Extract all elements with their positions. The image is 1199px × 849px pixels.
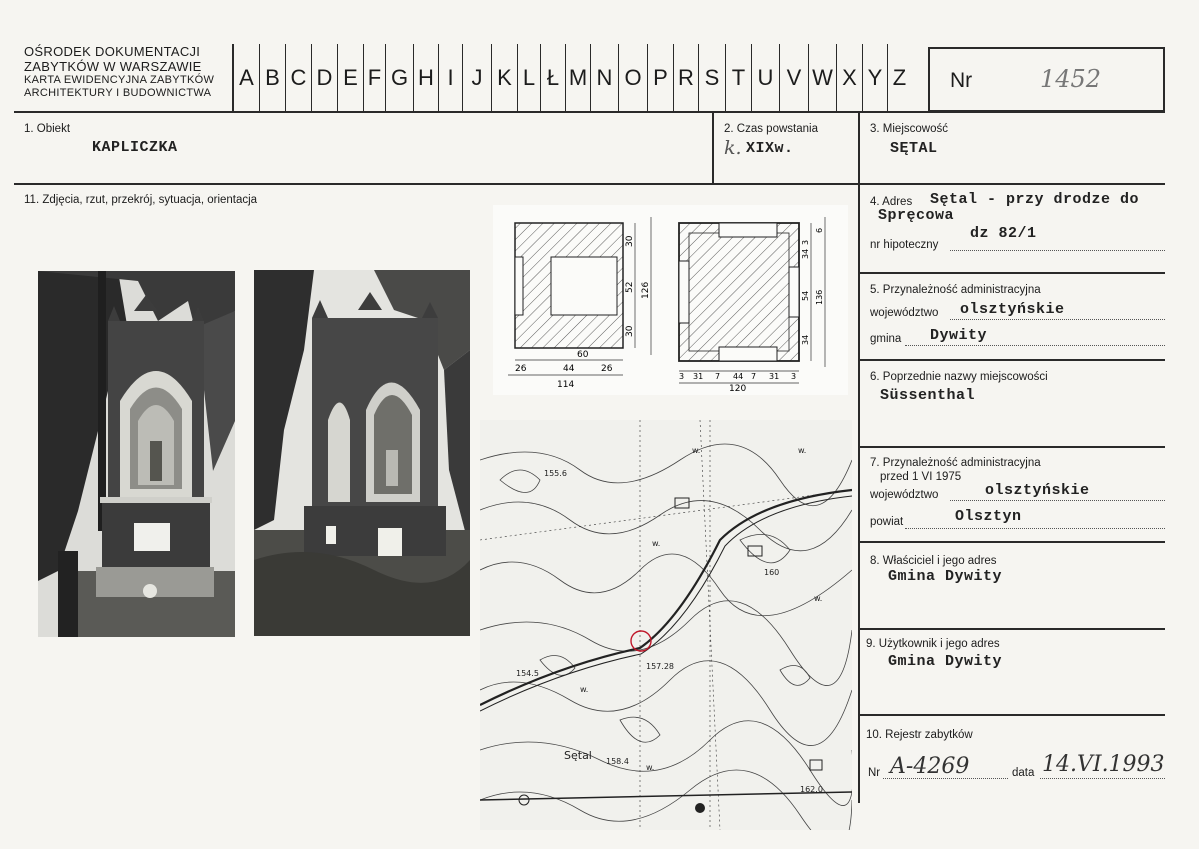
plan-dim: 7 [715,372,721,381]
dotted-line [950,250,1165,251]
map-label: 155.6 [544,469,567,478]
index-letter: R [673,44,698,111]
czas-label: 2. Czas powstania [724,123,818,135]
uzytkownik-value: Gmina Dywity [888,653,1003,670]
institution-block [24,44,214,100]
plan-dim: 3 [679,372,685,381]
plan-dim: 3 [801,239,810,245]
photo-chapel-front [38,271,235,637]
plan-dim: 30 [625,325,635,337]
divider [858,359,1165,361]
index-letter: M [565,44,590,111]
map-label: 154.5 [516,669,539,678]
nr-value: 1452 [1040,65,1102,93]
wojewodztwo-value: olsztyńskie [960,301,1065,318]
plan-dim: 44 [733,372,744,381]
plan-dim: 3 [791,372,797,381]
map-label: 162.0 [800,785,823,794]
map-image [480,420,852,830]
przynaleznosc75-label: 7. Przynależność administracyjna [870,457,1041,469]
dotted-line [950,319,1165,320]
institution-line: ARCHITEKTURY I BUDOWNICTWA [24,87,212,99]
index-letter: B [259,44,285,111]
map-label: w. [646,763,655,772]
institution-line: OŚRODEK DOKUMENTACJI [24,44,201,59]
nr-label: Nr [950,69,973,92]
data-label: data [1012,767,1035,779]
plan-dim: 54 [801,290,810,301]
plan-dim: 34 [801,248,810,259]
index-letter: T [725,44,751,111]
divider [858,628,1165,630]
poprzednie-label: 6. Poprzednie nazwy miejscowości [870,371,1048,383]
map-label: w. [652,539,661,548]
index-letter: J [462,44,491,111]
plan-dim: 31 [693,372,704,381]
index-letter: G [385,44,413,111]
czas-value: XIXw. [746,140,794,157]
index-letter: Y [862,44,887,111]
rejestr-label: 10. Rejestr zabytków [866,729,973,741]
map-label: w. [814,594,823,603]
miejscowosc-label: 3. Miejscowość [870,123,948,135]
index-letter: U [751,44,779,111]
index-letter: P [647,44,673,111]
plan-dim: 126 [641,281,651,299]
map-label: w. [798,446,807,455]
plan-dim: 30 [625,235,635,247]
data-value: 14.VI.1993 [1042,752,1165,777]
institution-line: ZABYTKÓW W WARSZAWIE [24,59,202,74]
divider [14,111,1165,113]
letter-index [232,44,911,111]
map-label: 157.28 [646,662,674,671]
index-letter: A [232,44,259,111]
index-letter: F [363,44,385,111]
obiekt-value: KAPLICZKA [92,139,178,156]
divider [858,446,1165,448]
poprzednie-value: Süssenthal [880,387,976,404]
adres-value-line3: dz 82/1 [970,225,1037,242]
dotted-line [905,345,1165,346]
hipoteczny-label: nr hipoteczny [870,239,939,251]
wlasciciel-value: Gmina Dywity [888,568,1003,585]
plan-dim: 136 [815,289,824,305]
przynaleznosc75-date: przed 1 VI 1975 [880,471,962,483]
plan-dim: 60 [577,350,589,360]
chapel-photo-image [254,270,470,636]
location-map [480,420,852,830]
uzytkownik-label: 9. Użytkownik i jego adres [866,638,1000,650]
divider [858,272,1165,274]
miejscowosc-value: SĘTAL [890,140,938,157]
plan-dim: 120 [729,384,747,394]
index-letter: Z [887,44,911,111]
index-letter: N [590,44,618,111]
map-label: w. [580,685,589,694]
wojewodztwo-label: województwo [870,307,939,319]
plan-dim: 114 [557,380,575,390]
plan-dim: 7 [751,372,757,381]
index-letter: E [337,44,363,111]
zdjecia-label: 11. Zdjęcia, rzut, przekrój, sytuacja, orientacja [24,194,258,206]
plan-dim: 26 [601,364,613,374]
plan-dim: 26 [515,364,527,374]
chapel-photo-image [38,271,235,637]
map-label: 160 [764,568,780,577]
index-letter: L [517,44,540,111]
wlasciciel-label: 8. Właściciel i jego adres [870,555,997,567]
gmina-label: gmina [870,333,902,345]
number-box [928,47,1165,112]
index-letter: I [438,44,462,111]
index-letter: O [618,44,647,111]
adres-value-line1: Sętal - przy drodze do [930,191,1140,208]
index-letter: Ł [540,44,565,111]
index-letter: V [779,44,808,111]
powiat-label: powiat [870,516,904,528]
plan-dim: 31 [769,372,780,381]
adres-label: 4. Adres [870,196,913,208]
dotted-line [1040,778,1165,779]
adres-value-line2: Spręcowa [878,207,955,224]
floor-plans [493,205,848,395]
rejestr-nr-label: Nr [868,767,881,779]
wojewodztwo75-label: województwo [870,489,939,501]
wojewodztwo75-value: olsztyńskie [985,482,1090,499]
map-label: w. [692,446,701,455]
map-label: 158.4 [606,757,629,766]
index-letter: H [413,44,438,111]
czas-prefix: k. [724,137,742,159]
rejestr-nr-value: A-4269 [890,754,970,779]
index-letter: W [808,44,836,111]
dotted-line [950,500,1165,501]
map-label: Sętal [564,749,592,762]
plan-drawing [493,205,848,395]
divider [14,183,1165,185]
divider [712,111,714,184]
obiekt-label: 1. Obiekt [24,123,71,135]
dotted-line [905,528,1165,529]
gmina-value: Dywity [930,327,988,344]
divider [858,714,1165,716]
index-letter: S [698,44,725,111]
index-letter: K [491,44,517,111]
photo-chapel-angle [254,270,470,636]
divider [858,541,1165,543]
dotted-line [883,778,1008,779]
przynaleznosc-label: 5. Przynależność administracyjna [870,284,1041,296]
institution-line: KARTA EWIDENCYJNA ZABYTKÓW [24,74,215,86]
plan-dim: 52 [625,281,635,293]
index-letter: C [285,44,311,111]
plan-dim: 34 [801,334,810,345]
index-letter: D [311,44,337,111]
plan-dim: 6 [815,227,824,233]
index-letter: X [836,44,862,111]
plan-dim: 44 [563,364,575,374]
divider [858,111,860,803]
powiat-value: Olsztyn [955,508,1022,525]
